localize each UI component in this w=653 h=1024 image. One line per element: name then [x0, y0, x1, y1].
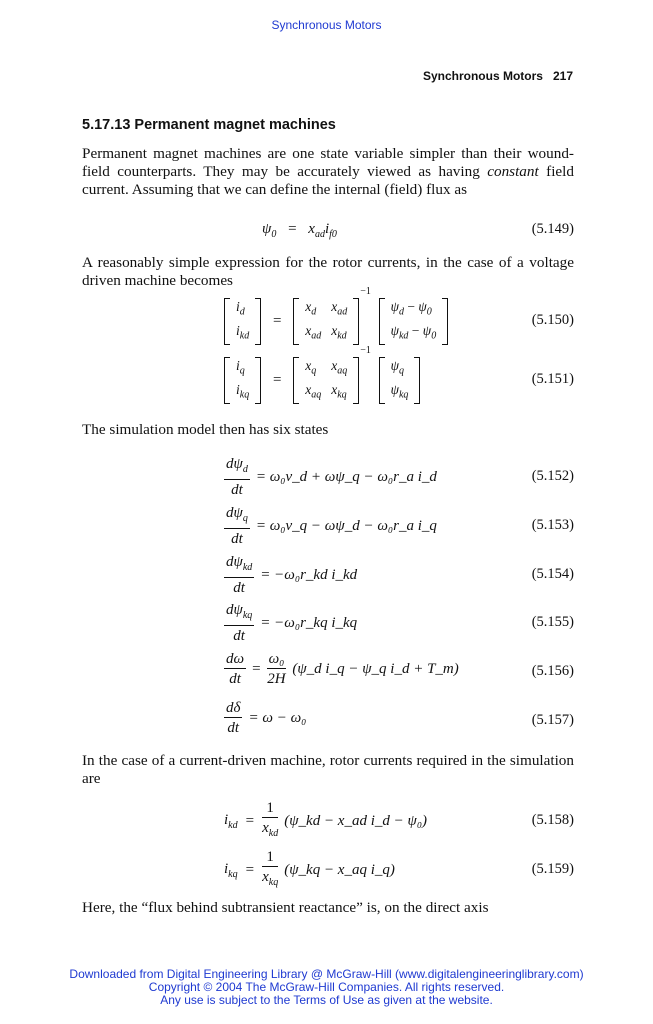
equation-5-155 — [82, 601, 574, 643]
m-sym: ψ — [390, 358, 399, 373]
m-sub: d — [239, 306, 245, 318]
running-head-title: Synchronous Motors — [422, 69, 543, 83]
inverse-exponent: −1 — [360, 345, 371, 356]
deriv-num: dψ — [226, 602, 243, 618]
m-sub: kd — [239, 330, 250, 342]
paragraph-flux-behind: Here, the “flux behind subtransient reactance” is, on the direct axis — [82, 899, 489, 916]
coef-den: 2H — [267, 671, 286, 687]
matrix-lhs — [224, 357, 261, 404]
m-sub: q — [398, 365, 404, 377]
paragraph-current-driven: In the case of a current-driven machine, rotor currents required in the simulation are — [82, 752, 574, 787]
paragraph-intro — [82, 145, 574, 199]
m-sub: aq — [311, 389, 322, 401]
m-sym: i — [236, 381, 240, 397]
m-sym: i — [236, 299, 240, 314]
equation-number: (5.151) — [531, 371, 574, 387]
derivative — [224, 601, 254, 646]
eq-subscript: kq — [228, 869, 238, 880]
eq-rhs: (ψ_kd − x_ad i_d − ψ₀) — [284, 813, 428, 829]
eq-rhs: (ψ_kq − x_aq i_q) — [284, 862, 395, 878]
matrix-flux — [379, 298, 449, 345]
eq-lhs — [224, 861, 238, 880]
m-sub: q — [311, 365, 317, 377]
m-sym: i — [236, 358, 240, 373]
deriv-num: dω — [226, 651, 245, 667]
coef-den-sub: kd — [268, 828, 279, 839]
coef-num: 1 — [262, 799, 278, 818]
m-sub: kq — [398, 389, 409, 401]
derivative — [224, 504, 250, 549]
matrix-reactance — [293, 357, 359, 404]
m-sym: i — [236, 322, 240, 338]
matrix-lhs — [224, 298, 261, 345]
eq-rhs: = ω − ω₀ — [248, 710, 307, 726]
derivative — [224, 553, 254, 598]
equation-5-159 — [82, 848, 574, 890]
eq-operator: = — [245, 813, 255, 829]
eq-symbol: i — [224, 812, 229, 828]
coef-num: ω₀ — [268, 651, 285, 667]
m-sym: x — [331, 322, 338, 338]
m-sym: ψ — [418, 299, 427, 314]
equation-number: (5.150) — [531, 312, 574, 328]
coef-den: x — [262, 869, 269, 885]
derivative — [224, 699, 242, 738]
m-sym: x — [331, 358, 338, 373]
equation-number: (5.158) — [531, 812, 574, 828]
eq-operator: = — [245, 862, 255, 878]
m-sym: x — [331, 381, 338, 397]
equation-5-158 — [82, 799, 574, 841]
equation-5-156 — [82, 650, 574, 692]
eq-subscript: f0 — [329, 229, 337, 240]
deriv-sub: kq — [242, 610, 253, 621]
deriv-sub: q — [242, 513, 248, 524]
eq-subscript: ad — [314, 229, 325, 240]
m-sym: ψ — [390, 322, 399, 338]
equation-5-152 — [82, 455, 574, 497]
deriv-sub: d — [242, 464, 248, 475]
equation-number: (5.155) — [531, 614, 574, 630]
paragraph-six-states: The simulation model then has six states — [82, 421, 329, 438]
m-sym: x — [305, 358, 312, 373]
coefficient-fraction — [262, 799, 278, 844]
equation-number: (5.153) — [531, 517, 574, 533]
eq-symbol: i — [324, 221, 330, 237]
coef-den-sub: kq — [268, 877, 279, 888]
equation-5-154 — [82, 553, 574, 595]
coefficient-fraction — [267, 650, 287, 689]
m-sub: d — [398, 306, 404, 318]
equation-number: (5.159) — [531, 861, 574, 877]
m-sym: x — [305, 322, 312, 338]
equation-number: (5.154) — [531, 566, 574, 582]
footer-line-terms[interactable]: Any use is subject to the Terms of Use as given at the website. — [160, 993, 493, 1007]
m-sub: ad — [337, 306, 348, 318]
deriv-num: dδ — [226, 700, 241, 716]
derivative — [224, 650, 246, 689]
m-sym: ψ — [422, 322, 432, 338]
equation-number: (5.157) — [531, 712, 574, 728]
eq-operator: = — [288, 221, 297, 238]
deriv-den: dt — [229, 671, 241, 687]
deriv-den: dt — [227, 720, 240, 736]
paragraph-text: field current. Assuming that we can define the internal (field) flux as — [82, 163, 574, 198]
eq-operator: = — [252, 661, 261, 677]
matrix-flux — [379, 357, 421, 404]
equation-number: (5.149) — [531, 221, 574, 237]
section-title: 5.17.13 Permanent magnet machines — [82, 117, 336, 133]
eq-symbol: x — [308, 221, 315, 237]
paragraph-rotor-currents: A reasonably simple expression for the rotor currents, in the case of a voltage driven machine becomes — [82, 254, 574, 289]
deriv-num: dψ — [226, 505, 243, 521]
m-op: − — [411, 322, 420, 338]
equation-number: (5.152) — [531, 468, 574, 484]
m-sym: x — [331, 299, 338, 314]
deriv-den: dt — [231, 482, 243, 498]
m-sym: x — [305, 381, 312, 397]
m-sub: 0 — [431, 330, 437, 342]
deriv-num: dψ — [226, 456, 243, 472]
eq-symbol: i — [224, 861, 229, 877]
m-sub: d — [311, 306, 317, 318]
m-sub: kd — [337, 330, 347, 342]
eq-rhs: = −ω₀r_kd i_kd — [260, 567, 358, 583]
page-number: 217 — [552, 69, 573, 83]
eq-operator: = — [272, 372, 282, 389]
footer-line-copyright[interactable]: Copyright © 2004 The McGraw-Hill Companies. All rights reserved. — [148, 980, 505, 994]
deriv-den: dt — [233, 628, 245, 644]
running-head — [423, 69, 573, 83]
derivative — [224, 455, 250, 500]
m-sub: kq — [337, 389, 347, 401]
deriv-den: dt — [233, 580, 245, 596]
eq-subscript: kd — [228, 820, 238, 831]
equation-5-150 — [82, 286, 574, 342]
equation-number: (5.156) — [531, 663, 574, 679]
m-sub: q — [239, 365, 245, 377]
equation-5-157 — [82, 699, 574, 741]
eq-symbol: ψ — [262, 221, 272, 237]
coef-den: x — [262, 820, 269, 836]
paragraph-text: Permanent magnet machines are one state variable simpler than their wound-field counterparts. They may be accurately viewed as having — [82, 145, 574, 180]
deriv-den: dt — [231, 531, 243, 547]
eq-subscript: 0 — [271, 229, 277, 240]
emphasis-text: constant — [487, 163, 539, 180]
eq-rhs: = −ω₀r_kq i_kq — [260, 615, 358, 631]
m-sym: ψ — [390, 381, 399, 397]
equation-5-153 — [82, 504, 574, 546]
eq-rhs: (ψ_d i_q − ψ_q i_d + T_m) — [292, 661, 459, 677]
eq-rhs: = ω₀v_d + ωψ_q − ω₀r_a i_d — [255, 469, 437, 485]
m-sub: kq — [239, 389, 250, 401]
m-sub: ad — [311, 330, 322, 342]
coef-num: 1 — [262, 848, 278, 867]
m-sub: kd — [398, 330, 409, 342]
deriv-num: dψ — [226, 554, 243, 570]
footer-line-download[interactable]: Downloaded from Digital Engineering Library @ McGraw-Hill (www.digitalengineeringlibrary.com) — [69, 967, 584, 981]
equation-5-149 — [82, 221, 574, 241]
eq-lhs — [224, 812, 238, 831]
m-op: − — [407, 299, 415, 314]
footer-copyright[interactable] — [0, 968, 653, 1007]
inverse-exponent: −1 — [360, 286, 371, 297]
m-sym: x — [305, 299, 312, 314]
m-sub: aq — [337, 365, 348, 377]
deriv-sub: kd — [242, 562, 253, 573]
matrix-reactance — [293, 298, 359, 345]
equation-5-151 — [82, 345, 574, 401]
top-link[interactable]: Synchronous Motors — [271, 18, 382, 32]
coefficient-fraction — [262, 848, 278, 893]
eq-rhs: = ω₀v_q − ωψ_d − ω₀r_a i_q — [255, 518, 437, 534]
eq-operator: = — [272, 313, 282, 330]
m-sym: ψ — [390, 299, 399, 314]
m-sub: 0 — [426, 306, 432, 318]
